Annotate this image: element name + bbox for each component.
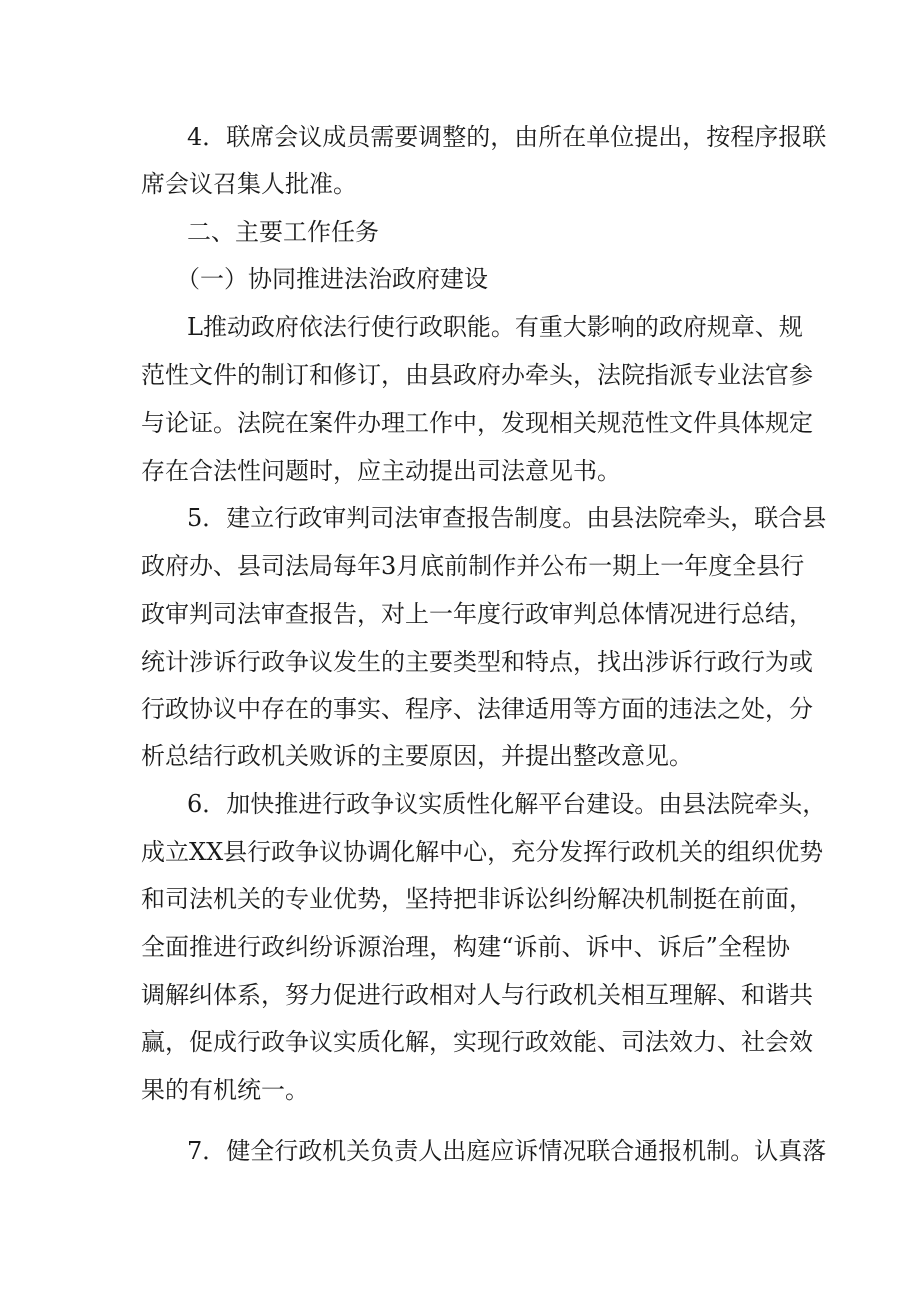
line-text: 6．加快推进行政争议实质性化解平台建设。由县法院牵头， bbox=[187, 790, 827, 818]
paragraph-item-6-line-5 bbox=[0, 975, 920, 1015]
paragraph-item-4-line-2 bbox=[0, 164, 920, 204]
paragraph-item-4-line-1 bbox=[0, 117, 920, 157]
line-text: 全面推进行政纠纷诉源治理，构建“诉前、诉中、诉后”全程协 bbox=[141, 933, 790, 961]
heading-text: 二、主要工作任务 bbox=[187, 218, 379, 246]
line-text: 5．建立行政审判司法审查报告制度。由县法院牵头，联合县 bbox=[187, 504, 827, 532]
paragraph-item-5-line-4 bbox=[0, 642, 920, 682]
paragraph-item-1-line-1 bbox=[0, 307, 920, 347]
heading-text: （一）协同推进法治政府建设 bbox=[176, 265, 488, 293]
paragraph-item-1-line-4 bbox=[0, 451, 920, 491]
line-text: 调解纠体系，努力促进行政相对人与行政机关相互理解、和谐共 bbox=[141, 981, 813, 1009]
line-text: 赢，促成行政争议实质化解，实现行政效能、司法效力、社会效 bbox=[141, 1028, 813, 1056]
paragraph-item-6-line-2 bbox=[0, 832, 920, 872]
paragraph-item-6-line-1 bbox=[0, 784, 920, 824]
line-text: 存在合法性问题时，应主动提出司法意见书。 bbox=[141, 457, 621, 485]
paragraph-item-1-line-2 bbox=[0, 355, 920, 395]
line-text: 和司法机关的专业优势，坚持把非诉讼纠纷解决机制挺在前面， bbox=[141, 885, 813, 913]
paragraph-item-5-line-3 bbox=[0, 594, 920, 634]
line-text: 行政协议中存在的事实、程序、法律适用等方面的违法之处，分 bbox=[141, 695, 813, 723]
line-text: 7．健全行政机关负责人出庭应诉情况联合通报机制。认真落 bbox=[187, 1137, 827, 1165]
line-text: 4．联席会议成员需要调整的，由所在单位提出，按程序报联 bbox=[187, 123, 827, 151]
subsection-heading bbox=[0, 259, 920, 299]
line-text: 统计涉诉行政争议发生的主要类型和特点，找出涉诉行政行为或 bbox=[141, 648, 813, 676]
paragraph-item-6-line-3 bbox=[0, 879, 920, 919]
paragraph-item-1-line-3 bbox=[0, 403, 920, 443]
paragraph-item-5-line-6 bbox=[0, 736, 920, 776]
line-text: 果的有机统一。 bbox=[141, 1076, 309, 1104]
line-text: L推动政府依法行使行政职能。有重大影响的政府规章、规 bbox=[187, 313, 803, 341]
paragraph-item-5-line-2 bbox=[0, 546, 920, 586]
section-heading bbox=[0, 212, 920, 252]
paragraph-item-6-line-6 bbox=[0, 1022, 920, 1062]
line-text: 范性文件的制订和修订，由县政府办牵头，法院指派专业法官参 bbox=[141, 361, 813, 389]
line-text: 与论证。法院在案件办理工作中，发现相关规范性文件具体规定 bbox=[141, 409, 813, 437]
paragraph-item-5-line-1 bbox=[0, 498, 920, 538]
paragraph-item-6-line-7 bbox=[0, 1070, 920, 1110]
paragraph-item-5-line-5 bbox=[0, 689, 920, 729]
line-text: 析总结行政机关败诉的主要原因，并提出整改意见。 bbox=[141, 742, 693, 770]
paragraph-item-7-line-1 bbox=[0, 1131, 920, 1171]
paragraph-item-6-line-4 bbox=[0, 927, 920, 967]
line-text: 政府办、县司法局每年3月底前制作并公布一期上一年度全县行 bbox=[141, 552, 805, 580]
line-text: 政审判司法审查报告，对上一年度行政审判总体情况进行总结， bbox=[141, 600, 813, 628]
line-text: 席会议召集人批准。 bbox=[141, 170, 357, 198]
line-text: 成立XX县行政争议协调化解中心，充分发挥行政机关的组织优势 bbox=[141, 838, 824, 866]
